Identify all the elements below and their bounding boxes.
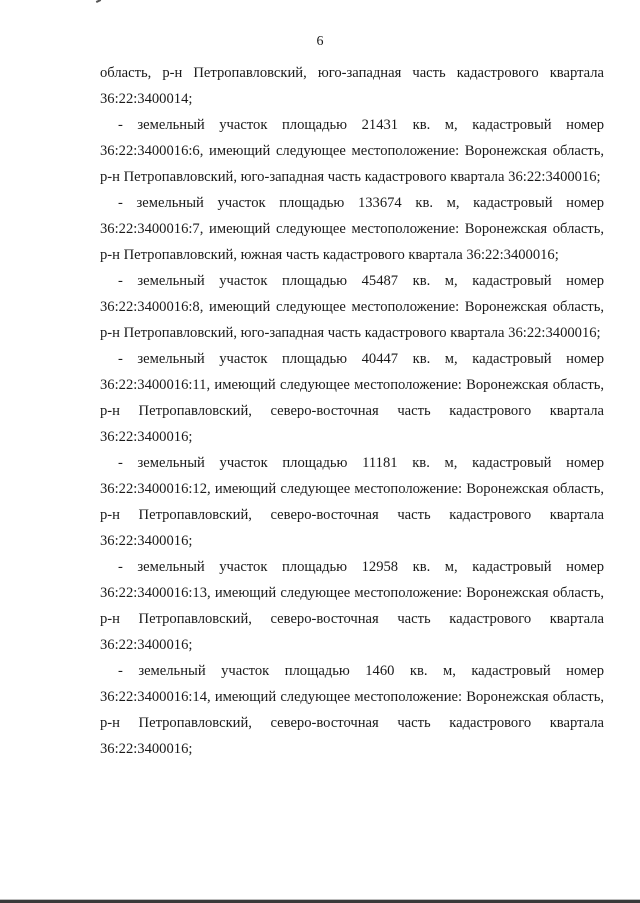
- document-body: [100, 60, 604, 762]
- scan-mark: [92, 0, 106, 3]
- continuation-paragraph: область, р-н Петропавловский, юго-западная часть кадастрового квартала 36:22:3400014;: [100, 65, 604, 107]
- land-plot-item: - земельный участок площадью 40447 кв. м, кадастровый номер 36:22:3400016:11, имеющий следующее местоположение: Воронежская область, р-н Петропавловский, северо-восточная часть кадастрового квартала 36:22:3400016;: [100, 351, 604, 445]
- land-plot-item: - земельный участок площадью 21431 кв. м, кадастровый номер 36:22:3400016:6, имеющий следующее местоположение: Воронежская область, р-н Петропавловский, юго-западная часть кадастрового квартала 36:22:3400016;: [100, 117, 604, 185]
- land-plot-item: - земельный участок площадью 11181 кв. м, кадастровый номер 36:22:3400016:12, имеющий следующее местоположение: Воронежская область, р-н Петропавловский, северо-восточная часть кадастрового квартала 36:22:3400016;: [100, 455, 604, 549]
- land-plot-item: - земельный участок площадью 12958 кв. м, кадастровый номер 36:22:3400016:13, имеющий следующее местоположение: Воронежская область, р-н Петропавловский, северо-восточная часть кадастрового квартала 36:22:3400016;: [100, 559, 604, 653]
- land-plot-item: - земельный участок площадью 45487 кв. м, кадастровый номер 36:22:3400016:8, имеющий следующее местоположение: Воронежская область, р-н Петропавловский, юго-западная часть кадастрового квартала 36:22:3400016;: [100, 273, 604, 341]
- land-plot-item: - земельный участок площадью 1460 кв. м, кадастровый номер 36:22:3400016:14, имеющий следующее местоположение: Воронежская область, р-н Петропавловский, северо-восточная часть кадастрового квартала 36:22:3400016;: [100, 663, 604, 757]
- page-number: 6: [316, 34, 324, 49]
- land-plot-item: - земельный участок площадью 133674 кв. м, кадастровый номер 36:22:3400016:7, имеющий следующее местоположение: Воронежская область, р-н Петропавловский, южная часть кадастрового квартала 36:22:3400016;: [100, 195, 604, 263]
